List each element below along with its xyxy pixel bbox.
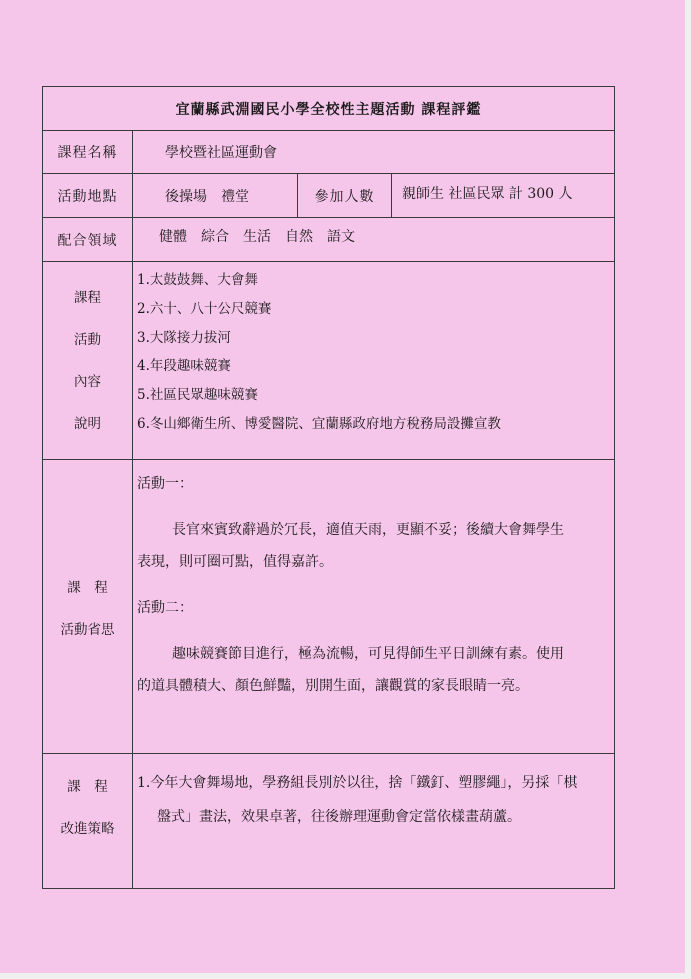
content-row [43,262,615,460]
activity1-heading: 活動一： [137,476,193,492]
content-label-line: 內容 [74,373,101,390]
evaluation-form [42,86,615,889]
strategy-row [43,754,615,889]
reflection-text [133,460,615,754]
reflection-label [43,460,133,754]
activity2-line1: 趣味競賽節目進行，極為流暢，可見得師生平日訓練有素。使用 [172,646,564,662]
location-value: 後操場 禮堂 [133,174,298,218]
activity1-line1: 長官來賓致辭過於冗長，適值天雨，更顯不妥；後續大會舞學生 [172,522,564,538]
strategy-label [43,754,133,889]
title-row [43,87,615,131]
domain-row [43,218,615,262]
list-item: 1.太鼓鼓舞、大會舞 [137,272,258,288]
list-item: 6.冬山鄉衛生所、博愛醫院、宜蘭縣政府地方稅務局設攤宣教 [137,415,501,432]
activity2-line2: 的道具體積大、顏色鮮豔，別開生面，讓觀賞的家長眼睛一亮。 [137,678,529,694]
content-label-line: 活動 [74,331,101,348]
course-name-row [43,131,615,174]
reflection-row [43,460,615,754]
location-label: 活動地點 [43,174,133,218]
course-name-label: 課程名稱 [43,131,133,174]
list-item: 3.大隊接力拔河 [137,329,231,346]
strategy-line2: 盤式」畫法，效果卓著，往後辦理運動會定當依樣畫葫蘆。 [157,809,521,825]
reflection-label-line: 課 程 [67,579,108,596]
content-label [43,262,133,460]
participants-value: 親師生 社區民眾 計 300 人 [392,174,615,218]
reflection-label-line: 活動省思 [60,621,115,638]
content-label-line: 課程 [74,289,101,306]
strategy-line1: 1.今年大會舞場地，學務組長別於以往，捨「鐵釘、塑膠繩」，另採「棋 [137,775,578,791]
list-item: 5.社區民眾趣味競賽 [137,387,258,404]
list-item: 4.年段趣味競賽 [137,358,231,375]
activity2-heading: 活動二： [137,600,193,616]
location-row [43,174,615,218]
activity1-line2: 表現，則可圈可點，值得嘉許。 [137,554,333,570]
strategy-label-line: 課 程 [67,779,108,795]
content-label-line: 說明 [74,415,101,432]
course-name-value: 學校暨社區運動會 [133,131,615,174]
form-title: 宜蘭縣武淵國民小學全校性主題活動 課程評鑑 [43,87,615,131]
list-item: 2.六十、八十公尺競賽 [137,300,272,317]
content-list [133,262,615,460]
strategy-label-line: 改進策略 [60,821,115,837]
participants-label: 參加人數 [298,174,392,218]
domain-label: 配合領域 [43,218,133,262]
strategy-text [133,754,615,889]
domain-value: 健體 綜合 生活 自然 語文 [133,218,615,262]
